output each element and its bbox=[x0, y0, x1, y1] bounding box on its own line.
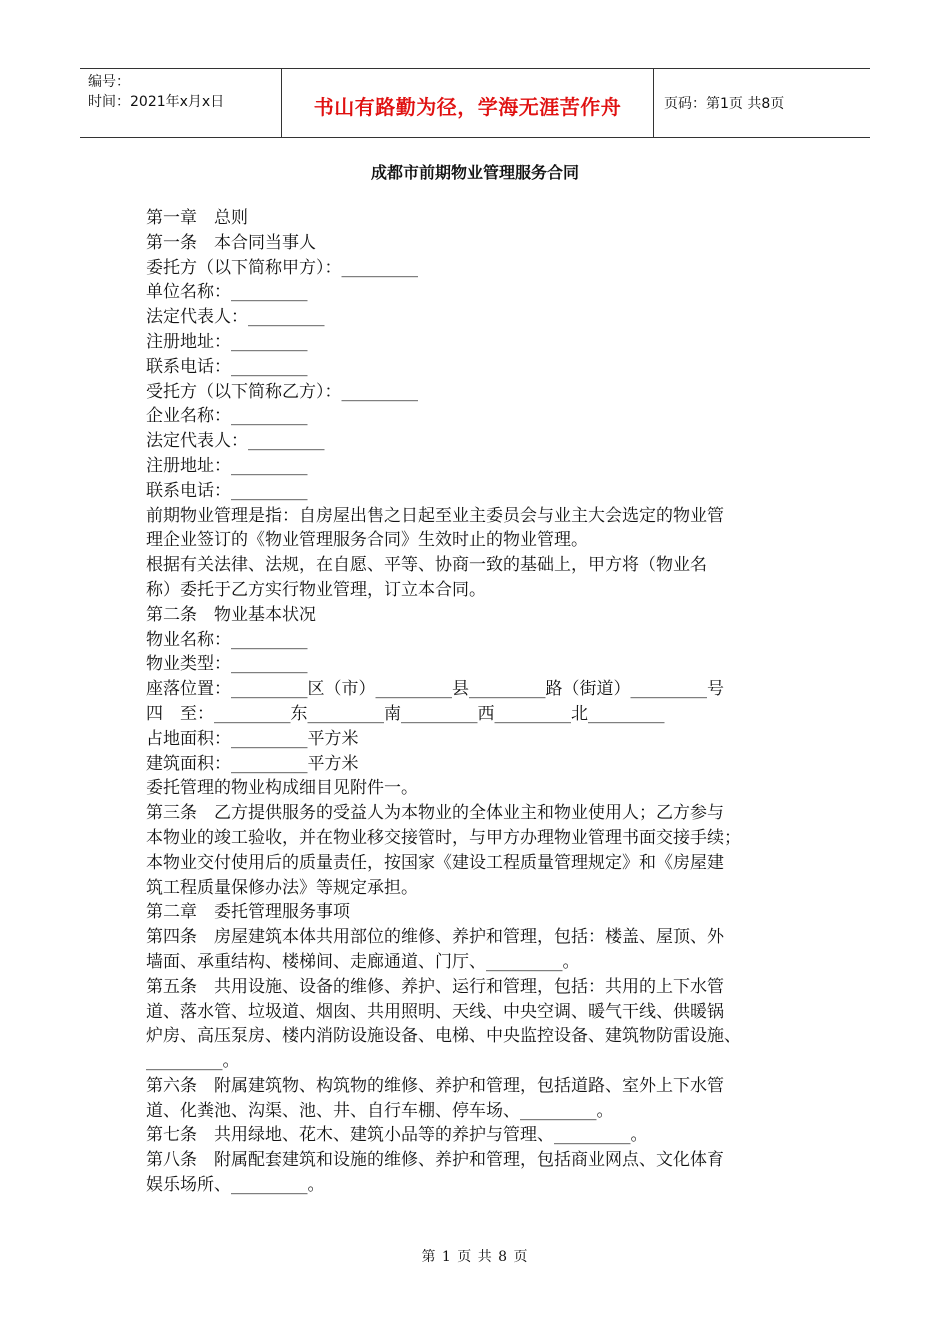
body-line: 第二章 委托管理服务事项 bbox=[146, 902, 350, 923]
body-line: 注册地址：_________ bbox=[146, 455, 308, 476]
body-line: 墙面、承重结构、楼梯间、走廊通道、门厅、_________。 bbox=[146, 951, 580, 972]
body-line: 联系电话：_________ bbox=[146, 480, 308, 501]
body-line: 第三条 乙方提供服务的受益人为本物业的全体业主和物业使用人；乙方参与 bbox=[146, 803, 724, 824]
body-line: 理企业签订的《物业管理服务合同》生效时止的物业管理。 bbox=[146, 530, 588, 551]
body-line: 第五条 共用设施、设备的维修、养护、运行和管理，包括：共用的上下水管 bbox=[146, 976, 724, 997]
body-line: 注册地址：_________ bbox=[146, 331, 308, 352]
body-line: 委托管理的物业构成细目见附件一。 bbox=[146, 778, 418, 799]
header-motto: 书山有路勤为径，学海无涯苦作舟 bbox=[313, 94, 622, 119]
body-line: 物业名称：_________ bbox=[146, 629, 308, 650]
document-date: 时间：2021年x月x日 bbox=[88, 94, 225, 110]
body-line: 法定代表人：_________ bbox=[146, 431, 325, 452]
body-line: 第一条 本合同当事人 bbox=[146, 232, 316, 253]
header-page-info: 页码：第1页 共8页 bbox=[664, 96, 785, 112]
contract-body bbox=[146, 206, 806, 1198]
body-line: 占地面积：_________平方米 bbox=[146, 728, 359, 749]
body-line: 单位名称：_________ bbox=[146, 282, 308, 303]
body-line: 第二条 物业基本状况 bbox=[146, 604, 316, 625]
body-line: 本物业交付使用后的质量责任，按国家《建设工程质量管理规定》和《房屋建 bbox=[146, 852, 724, 873]
body-line: 筑工程质量保修办法》等规定承担。 bbox=[146, 877, 418, 898]
body-line: 建筑面积：_________平方米 bbox=[146, 753, 359, 774]
header-motto-cell bbox=[282, 69, 654, 137]
body-line: 第一章 总则 bbox=[146, 208, 248, 228]
body-line: 本物业的竣工验收，并在物业移交接管时，与甲方办理物业管理书面交接手续； bbox=[146, 827, 741, 848]
body-line: 第六条 附属建筑物、构筑物的维修、养护和管理，包括道路、室外上下水管 bbox=[146, 1075, 724, 1096]
body-line: 道、化粪池、沟渠、池、井、自行车棚、停车场、_________。 bbox=[146, 1100, 614, 1121]
body-line: 称）委托于乙方实行物业管理，订立本合同。 bbox=[146, 579, 486, 600]
body-line: 法定代表人：_________ bbox=[146, 307, 325, 328]
header-page-cell bbox=[654, 69, 870, 137]
body-line: 娱乐场所、_________。 bbox=[146, 1175, 325, 1196]
body-line: _________。 bbox=[146, 1051, 240, 1072]
body-line: 炉房、高压泵房、楼内消防设施设备、电梯、中央监控设备、建筑物防雷设施、 bbox=[146, 1026, 741, 1047]
body-line: 前期物业管理是指：自房屋出售之日起至业主委员会与业主大会选定的物业管 bbox=[146, 505, 724, 526]
body-line: 第四条 房屋建筑本体共用部位的维修、养护和管理，包括：楼盖、屋顶、外 bbox=[146, 927, 724, 948]
body-line: 物业类型：_________ bbox=[146, 654, 308, 675]
body-line: 联系电话：_________ bbox=[146, 356, 308, 377]
page-footer: 第 1 页 共 8 页 bbox=[421, 1249, 529, 1265]
body-line: 受托方（以下简称乙方）：_________ bbox=[146, 381, 418, 402]
body-line: 座落位置：_________区（市）_________县_________路（街道）_________号 bbox=[146, 679, 724, 700]
header-table bbox=[80, 68, 870, 138]
body-line: 四 至：_________东_________南_________西_________北_________ bbox=[146, 703, 665, 724]
body-line: 道、落水管、垃圾道、烟囱、共用照明、天线、中央空调、暖气干线、供暖锅 bbox=[146, 1001, 724, 1022]
document-number-label: 编号： bbox=[88, 74, 130, 90]
body-line: 企业名称：_________ bbox=[146, 406, 308, 427]
header-meta-cell bbox=[80, 69, 282, 137]
body-line: 第七条 共用绿地、花木、建筑小品等的养护与管理、_________。 bbox=[146, 1125, 648, 1146]
body-line: 根据有关法律、法规，在自愿、平等、协商一致的基础上，甲方将（物业名 bbox=[146, 555, 707, 576]
body-line: 第八条 附属配套建筑和设施的维修、养护和管理，包括商业网点、文化体育 bbox=[146, 1150, 724, 1171]
body-line: 委托方（以下简称甲方）：_________ bbox=[146, 257, 418, 278]
document-title: 成都市前期物业管理服务合同 bbox=[370, 163, 579, 182]
